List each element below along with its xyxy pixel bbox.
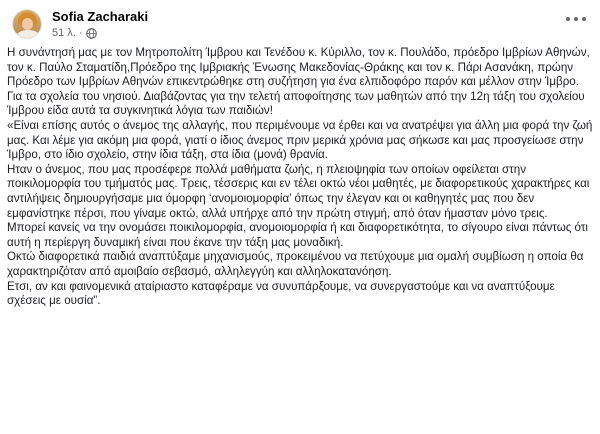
post-paragraph: Μπορεί κανείς να την ονομάσει ποικιλομορφία, ανομοιομορφία ή και διαφορετικότητα, το σίγουρο είναι πάντως ότι αυτή η περίεργη δυναμική είναι που έκανε την τάξη μας μοναδική. bbox=[7, 221, 588, 249]
more-options-icon[interactable] bbox=[566, 13, 586, 25]
more-dot bbox=[582, 17, 586, 21]
author-name[interactable]: Sofia Zacharaki bbox=[52, 9, 149, 24]
meta-separator: · bbox=[78, 27, 83, 39]
post-header bbox=[12, 9, 588, 41]
avatar[interactable] bbox=[12, 9, 42, 39]
post-paragraph: Ετσι, αν και φαινομενικά αταίριαστο καταφέραμε να συνυπάρξουμε, να συνεργαστούμε και να αναπτύξουμε σχέσεις με ουσία”. bbox=[7, 279, 555, 308]
post-time[interactable]: 51 λ. bbox=[52, 27, 76, 39]
more-dot bbox=[566, 17, 570, 21]
post-paragraph: «Είναι επίσης αυτός ο άνεμος της αλλαγής, που περιμένουμε να έρθει και να ανατρέψει για άλλη μια φορά την ζωή μας. Και λέμε για ακόμη μια φορά, γιατί ο ίδιος άνεμος πριν μερικά χρόνια μας σήκωσε και μας προσγείωσε στην Ίμβρο, στο ίδιο σχολείο, στην ίδια τάξη, στα ίδια (μονά) θρανία. bbox=[7, 118, 593, 162]
post-paragraph: Η συνάντησή μας με τον Μητροπολίτη Ίμβρου και Τενέδου κ. Κύριλλο, τον κ. Πουλάδο, πρόεδρο Ιμβρίων Αθηνών, τον κ. Παύλο Σταματίδη,Πρόεδρο της Ιμβριακής Ένωσης Μακεδονίας-Θράκης και τον κ. Πάρι Ασανάκη, πρώην Πρόεδρο των Ιμβρίων Αθηνών επικεντρώθηκε στη συζήτηση για ένα ελπιδοφόρο παρόν και μέλλον στην Ίμβρο. Για τα σχολεία του νησιού. Διαβάζοντας για την τελετή αποφοίτησης των μαθητών από την 12η τάξη του σχολείου Ίμβρου είδα αυτά τα συγκινητικά λόγια των παιδιών! bbox=[7, 46, 590, 118]
post-paragraph: Ηταν ο άνεμος, που μας προσέφερε πολλά μαθήματα ζωής, η πλειοψηφία των οποίων οφείλεται στην ποικιλομορφία του τμήματός μας. Τρεις, τέσσερις και εν τέλει οκτώ νέοι μαθητές, με διαφορετικούς χαρακτήρες και αντιλήψεις δημιουργήσαμε μια όμορφη ‘ανομοιομορφία’ όπως την έλεγαν και οι καθηγητές μας που δεν εμφανίστηκε πέρσι, που γίναμε οκτώ, αλλά υπήρχε από την πρώτη στιγμή, από όταν ήμασταν μόνο τρεις. bbox=[7, 162, 590, 220]
avatar-face bbox=[22, 18, 33, 30]
more-dot bbox=[574, 17, 578, 21]
post-paragraph: Οκτώ διαφορετικά παιδιά αναπτύξαμε μηχανισμούς, προκειμένου να πετύχουμε μια ομαλή συμβίωση η οποία θα χαρακτηριζόταν από αμοιβαίο σεβασμό, αλληλεγγύη και αλληλοκατανόηση. bbox=[7, 250, 584, 278]
post-text bbox=[7, 46, 595, 309]
post-meta bbox=[52, 26, 97, 40]
globe-icon[interactable] bbox=[86, 28, 97, 39]
avatar-shoulders bbox=[16, 30, 40, 39]
